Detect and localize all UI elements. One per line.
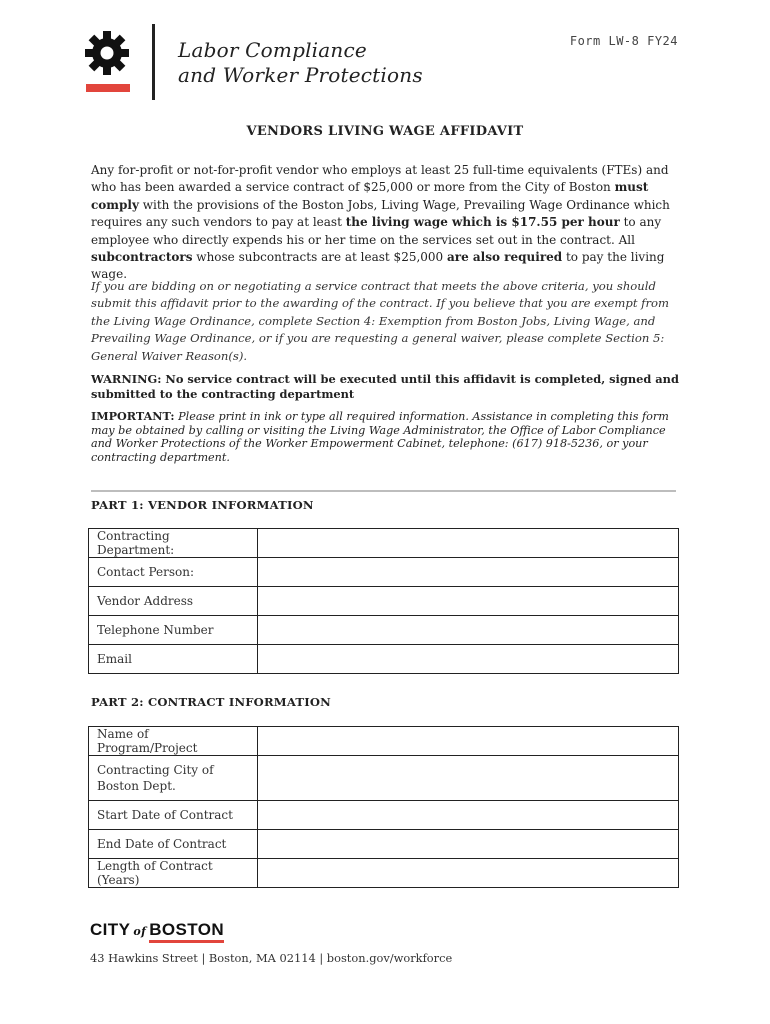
telephone-number-field[interactable] bbox=[258, 616, 679, 645]
field-label: Contracting Department: bbox=[89, 529, 258, 558]
program-project-name-field[interactable] bbox=[258, 727, 679, 756]
footer-address: 43 Hawkins Street | Boston, MA 02114 | boston.gov/workforce bbox=[90, 951, 453, 965]
table-row bbox=[89, 616, 679, 645]
logo-divider bbox=[152, 24, 155, 100]
gear-icon bbox=[84, 30, 130, 76]
intro-paragraph: Any for-profit or not-for-profit vendor who employs at least 25 full-time equivalents (FTEs) and who has been awarded a service contract of $25,000 or more from the City of Boston must comply with the provisions of the Boston Jobs, Living Wage, Prevailing Wage Ordinance which requires any such vendors to pay at least the living wage which is $17.55 per hour to any employee who directly expends his or her time on the services set out in the contract. All subcontractors whose subcontracts are at least $25,000 are also required to pay the living wage. bbox=[91, 163, 670, 282]
end-date-field[interactable] bbox=[258, 830, 679, 859]
contracting-department-field[interactable] bbox=[258, 529, 679, 558]
contract-information-table bbox=[88, 726, 679, 888]
department-name-line2: and Worker Protections bbox=[178, 63, 423, 87]
field-label: Contracting City of Boston Dept. bbox=[89, 756, 258, 801]
important-label: IMPORTANT: bbox=[91, 409, 175, 423]
email-field[interactable] bbox=[258, 645, 679, 674]
city-of-boston-logo: CITY of BOSTON bbox=[90, 920, 224, 940]
contracting-city-dept-field[interactable] bbox=[258, 756, 679, 801]
page-title: VENDORS LIVING WAGE AFFIDAVIT bbox=[246, 124, 524, 139]
vendor-information-table bbox=[88, 528, 679, 674]
table-row bbox=[89, 587, 679, 616]
table-row bbox=[89, 727, 679, 756]
contact-person-field[interactable] bbox=[258, 558, 679, 587]
field-label: End Date of Contract bbox=[89, 830, 258, 859]
form-code: Form LW-8 FY24 bbox=[569, 34, 678, 48]
table-row bbox=[89, 645, 679, 674]
table-row bbox=[89, 801, 679, 830]
start-date-field[interactable] bbox=[258, 801, 679, 830]
vendor-address-field[interactable] bbox=[258, 587, 679, 616]
table-row bbox=[89, 558, 679, 587]
section-divider bbox=[91, 490, 676, 492]
field-label: Telephone Number bbox=[89, 616, 258, 645]
table-row bbox=[89, 859, 679, 888]
warning-text: WARNING: No service contract will be executed until this affidavit is completed, signed and submitted to the contracting department bbox=[91, 372, 679, 401]
department-name-line1: Labor Compliance bbox=[178, 38, 367, 62]
table-row bbox=[89, 830, 679, 859]
part2-heading: PART 2: CONTRACT INFORMATION bbox=[91, 695, 331, 709]
bidding-note: If you are bidding on or negotiating a service contract that meets the above criteria, you should submit this affidavit prior to the awarding of the contract. If you believe that you are exempt from the Living Wage Ordinance, complete Section 4: Exemption from Boston Jobs, Living Wage, and Prevailing Wage Ordinance, or if you are requesting a general waiver, please complete Section 5: General Waiver Reason(s). bbox=[91, 279, 669, 363]
field-label: Name of Program/Project bbox=[89, 727, 258, 756]
logo-accent-bar bbox=[86, 84, 130, 92]
table-row bbox=[89, 529, 679, 558]
important-note: IMPORTANT: Please print in ink or type all required information. Assistance in completing this form may be obtained by calling or visiting the Living Wage Administrator, the Office of Labor Compliance and Worker Protections of the Worker Empowerment Cabinet, telephone: (617) 918-5236, or your contracting department. bbox=[91, 409, 669, 464]
contract-length-field[interactable] bbox=[258, 859, 679, 888]
field-label: Contact Person: bbox=[89, 558, 258, 587]
field-label: Start Date of Contract bbox=[89, 801, 258, 830]
field-label: Email bbox=[89, 645, 258, 674]
field-label: Vendor Address bbox=[89, 587, 258, 616]
field-label: Length of Contract (Years) bbox=[89, 859, 258, 888]
part1-heading: PART 1: VENDOR INFORMATION bbox=[91, 498, 314, 512]
table-row bbox=[89, 756, 679, 801]
